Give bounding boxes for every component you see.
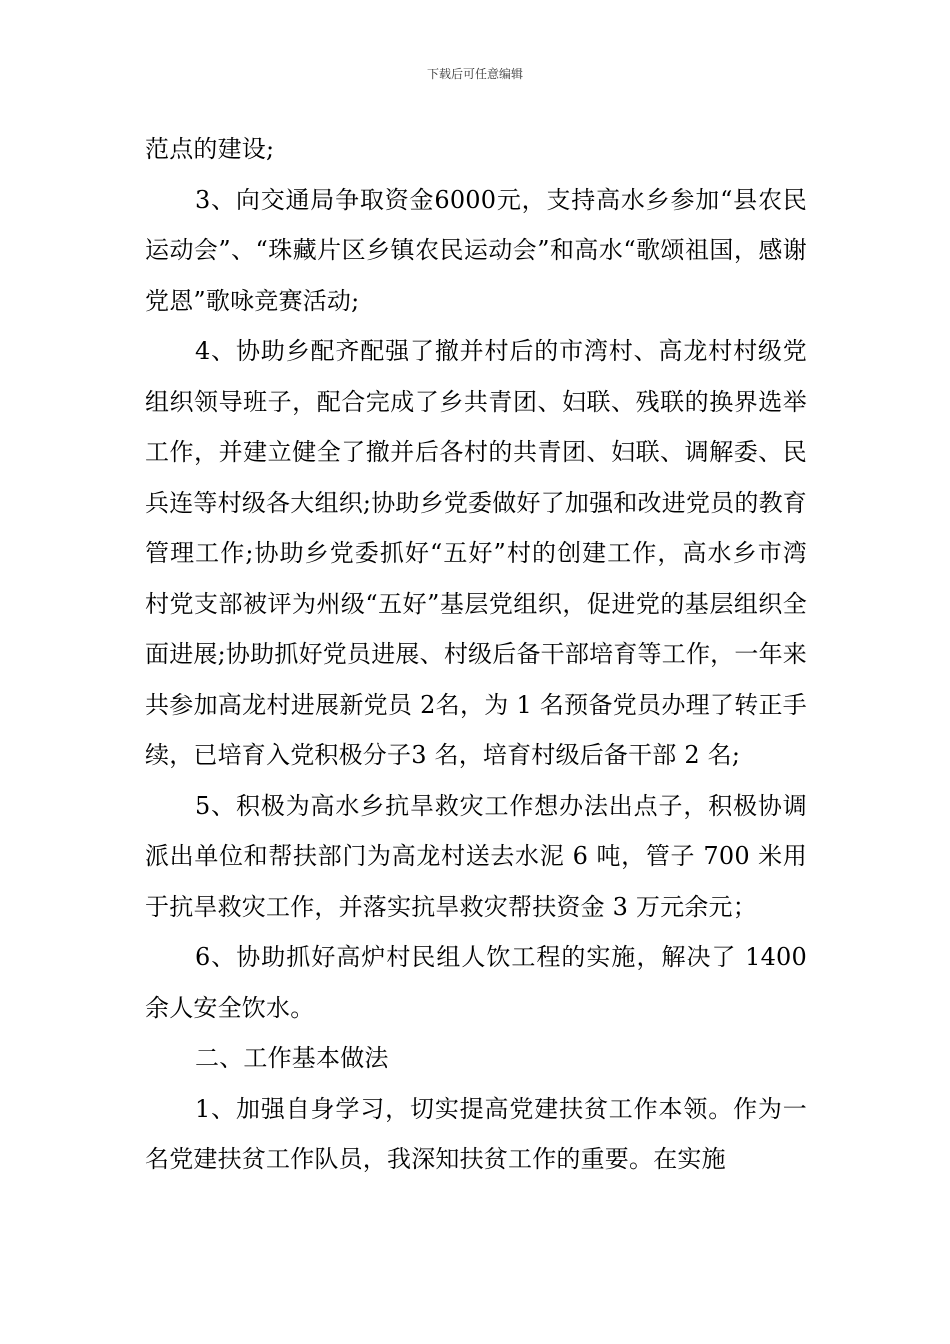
paragraph-2: 3、向交通局争取资金6000元，支持高水乡参加“县农民运动会”、“珠藏片区乡镇农民运动会”和高水“歌颂祖国，感谢党恩”歌咏竞赛活动;: [145, 185, 807, 315]
document-body: [145, 124, 807, 1185]
paragraph-6: 1、加强自身学习，切实提高党建扶贫工作本领。作为一名党建扶贫工作队员，我深知扶贫工作的重要。在实施: [145, 1094, 807, 1173]
paragraph-5: 6、协助抓好高炉村民组人饮工程的实施，解决了 1400余人安全饮水。: [145, 943, 807, 1022]
page-header: 下载后可任意编辑: [426, 67, 523, 81]
paragraph-3: 4、协助乡配齐配强了撤并村后的市湾村、高龙村村级党组织领导班子，配合完成了乡共青团、妇联、残联的换界选举工作，并建立健全了撤并后各村的共青团、妇联、调解委、民兵连等村级各大组织;协助乡党委做好了加强和改进党员的教育管理工作;协助乡党委抓好“五好”村的创建工作，高水乡市湾村党支部被评为州级“五好”基层党组织，促进党的基层组织全面进展;协助抓好党员进展、村级后备干部培育等工作，一年来共参加高龙村进展新党员 2名，为 1 名预备党员办理了转正手续，已培育入党积极分子3 名，培育村级后备干部 2 名;: [145, 337, 807, 769]
paragraph-1: 范点的建设;: [145, 135, 275, 163]
paragraph-4: 5、积极为高水乡抗旱救灾工作想办法出点子，积极协调派出单位和帮扶部门为高龙村送去水泥 6 吨，管子 700 米用于抗旱救灾工作，并落实抗旱救灾帮扶资金 3 万元余元；: [145, 791, 807, 921]
section-heading: 二、工作基本做法: [195, 1044, 389, 1072]
